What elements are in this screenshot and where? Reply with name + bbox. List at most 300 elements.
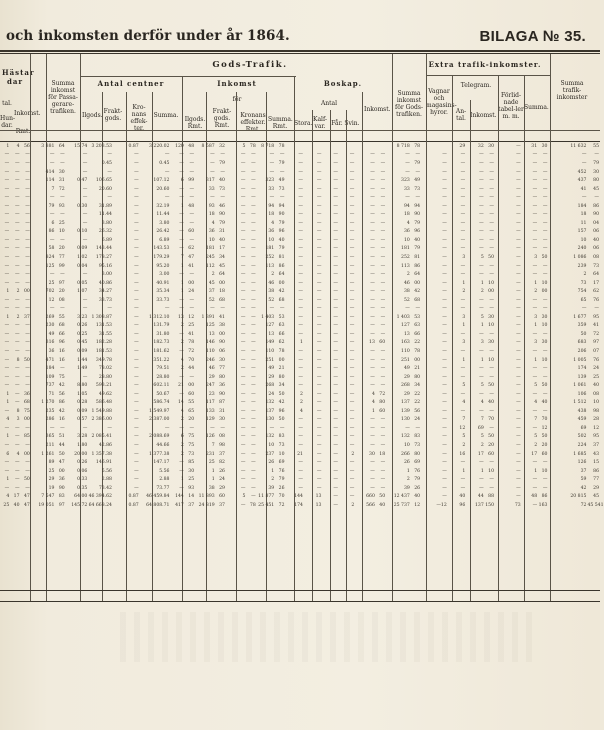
table-cell: —	[251, 212, 256, 218]
table-cell: 1 086	[573, 254, 587, 260]
table-cell: 00	[58, 468, 65, 474]
table-cell: —	[240, 443, 246, 449]
table-cell: —	[298, 246, 303, 252]
table-cell: —	[251, 451, 256, 457]
table-cell: 53	[278, 314, 285, 320]
table-cell: 26	[403, 460, 410, 466]
table-cell: —	[60, 366, 65, 372]
table-cell: —	[516, 434, 521, 440]
table-cell: 4	[16, 451, 20, 457]
table-cell: 1 512	[573, 400, 587, 406]
table-cell: 79	[278, 477, 285, 483]
table-cell: —	[134, 280, 139, 286]
table-cell: 30	[488, 340, 495, 346]
table-cell: —	[251, 220, 256, 226]
table-cell: —	[532, 212, 538, 218]
table-cell: 4	[462, 400, 466, 406]
table-cell: —	[333, 229, 338, 235]
table-cell: —	[489, 408, 495, 414]
table-cell: —	[14, 152, 20, 158]
table-cell: 13	[369, 340, 375, 346]
group-boskap: Boskap.	[323, 79, 363, 88]
table-row	[0, 340, 600, 349]
table-cell: —	[14, 280, 20, 286]
table-cell: 77	[593, 477, 599, 483]
table-cell: —	[370, 237, 375, 243]
table-cell: —	[532, 460, 538, 466]
table-cell: 2	[406, 477, 410, 483]
table-cell: 40	[593, 237, 599, 243]
table-cell: 85	[188, 460, 195, 466]
table-cell: —	[240, 340, 246, 346]
table-cell: 00	[278, 280, 285, 286]
table-cell: 4	[480, 400, 484, 406]
table-cell: 50	[379, 494, 386, 500]
table-cell: 235	[45, 408, 55, 414]
table-cell: 1	[462, 468, 466, 474]
table-cell: 10	[488, 468, 495, 474]
table-cell: —	[516, 374, 521, 380]
table-cell: 1	[6, 289, 10, 295]
table-cell: 68	[23, 400, 30, 406]
table-cell: —	[532, 374, 538, 380]
table-cell: —	[25, 460, 30, 466]
table-cell: —	[25, 383, 30, 389]
table-cell: —	[380, 203, 386, 209]
table-cell: —	[442, 383, 447, 389]
table-cell: 64 808.71	[146, 502, 170, 508]
table-cell: —	[532, 366, 538, 372]
table-cell: 1 312.10	[149, 314, 170, 320]
table-cell: 21	[414, 366, 421, 372]
table-cell: —	[333, 391, 338, 397]
table-cell: —	[4, 246, 10, 252]
col-ilgods: Ilgods.	[82, 112, 103, 119]
table-cell: 64	[414, 272, 421, 278]
table-cell: 42	[278, 289, 285, 295]
table-cell: 126	[205, 434, 215, 440]
table-cell: —	[542, 460, 548, 466]
table-cell: —	[82, 186, 88, 192]
faint-backside-print	[120, 612, 540, 662]
table-cell: 08	[219, 434, 225, 440]
table-cell: —	[489, 160, 495, 166]
table-cell: 34	[219, 254, 225, 260]
table-row	[0, 417, 600, 426]
table-cell: —	[4, 186, 10, 192]
table-cell: —	[14, 468, 20, 474]
table-cell: 1	[6, 314, 10, 320]
table-row	[0, 365, 600, 374]
table-cell: 206	[577, 349, 587, 354]
table-cell: —12	[436, 502, 447, 508]
table-cell: —	[516, 485, 521, 491]
table-cell: 44	[58, 443, 65, 449]
table-cell: 7	[211, 443, 215, 449]
col-telegram-antal: An-tal.	[455, 108, 467, 122]
table-cell: 1.49	[77, 366, 88, 372]
table-cell: —	[25, 169, 30, 175]
table-cell: —	[251, 186, 256, 192]
table-cell: —	[189, 306, 195, 312]
table-cell: —	[316, 246, 322, 252]
table-cell: —	[460, 391, 466, 397]
table-cell: —	[251, 323, 256, 329]
table-cell: 12	[593, 425, 599, 431]
table-cell: —	[25, 331, 30, 337]
table-cell: —	[542, 152, 548, 158]
table-cell: —	[516, 160, 521, 166]
table-cell: —	[532, 297, 538, 303]
table-cell: —	[349, 186, 355, 192]
table-cell: 45	[593, 186, 599, 192]
table-cell: —	[25, 220, 30, 226]
col-vagnar: Vagnar och magasins-hyror.	[426, 88, 457, 116]
table-cell: —	[60, 212, 65, 218]
table-cell: —	[516, 468, 521, 474]
table-cell: —	[4, 443, 10, 449]
table-cell: 30	[58, 169, 65, 175]
table-cell: 4	[180, 357, 184, 363]
table-cell: 1	[180, 263, 184, 269]
table-cell: 359	[577, 323, 587, 329]
table-cell: —	[333, 246, 338, 252]
table-cell: 00	[414, 280, 421, 286]
table-cell: —	[25, 152, 30, 158]
table-cell: —	[316, 152, 322, 158]
table-cell: 13	[315, 494, 322, 500]
table-row	[0, 348, 600, 357]
table-cell: —	[479, 263, 484, 269]
table-cell: 6.89	[159, 237, 170, 243]
table-row	[0, 485, 600, 494]
table-cell: —	[4, 195, 10, 201]
table-cell: —	[442, 246, 447, 252]
table-cell: 99	[188, 178, 195, 184]
table-cell: —	[25, 374, 30, 380]
table-cell: 3	[462, 340, 466, 346]
table-cell: 49	[48, 331, 55, 337]
table-cell: 75	[58, 374, 65, 380]
table-cell: —	[460, 237, 466, 243]
table-cell: 73.77	[156, 485, 170, 491]
table-cell: 8	[16, 357, 20, 363]
table-cell: —	[25, 212, 30, 218]
table-cell: —	[349, 468, 355, 474]
table-cell: —	[380, 314, 386, 320]
table-cell: 586.48	[95, 400, 112, 406]
table-cell: 46	[268, 280, 275, 286]
table-cell: —	[240, 203, 246, 209]
table-cell: —	[380, 357, 386, 363]
table-cell: —	[251, 160, 256, 166]
table-cell: 237	[265, 451, 275, 457]
table-cell: —	[442, 178, 447, 184]
table-cell: —	[134, 220, 139, 226]
table-cell: —	[489, 220, 495, 226]
table-cell: 246	[205, 357, 215, 363]
table-cell: —	[542, 272, 548, 278]
table-cell: —	[370, 323, 375, 329]
table-cell: —	[532, 477, 538, 483]
table-cell: —	[240, 263, 246, 269]
table-cell: 660	[366, 494, 375, 500]
table-cell: —	[380, 263, 386, 269]
table-cell: 1	[480, 357, 484, 363]
table-cell: 2	[300, 391, 303, 397]
table-cell: 79	[219, 220, 225, 226]
table-cell: 20	[58, 246, 65, 252]
table-cell: 2	[583, 272, 587, 278]
table-cell: 4	[534, 400, 538, 406]
table-cell: 42	[414, 289, 421, 295]
table-cell: 127	[265, 323, 275, 329]
table-cell: 76	[593, 357, 599, 363]
table-cell: 29	[403, 391, 410, 397]
table-cell: 89	[48, 460, 55, 466]
table-cell: —	[240, 408, 246, 414]
table-row	[0, 399, 600, 408]
table-cell: —	[380, 186, 386, 192]
table-cell: 40	[13, 502, 20, 508]
table-cell: —	[316, 178, 322, 184]
table-cell: —	[134, 229, 139, 235]
table-cell: 97	[593, 340, 599, 346]
table-cell: —	[134, 349, 139, 354]
table-row	[0, 459, 600, 468]
table-cell: —	[415, 152, 421, 158]
table-cell: —	[60, 237, 65, 243]
table-cell: 41	[219, 314, 225, 320]
table-cell: —	[479, 485, 484, 491]
table-cell: —	[49, 272, 55, 278]
table-cell: 13	[208, 331, 215, 337]
table-row	[0, 493, 600, 502]
table-cell: —	[298, 477, 303, 483]
table-cell: 00	[23, 289, 30, 295]
table-cell: —	[14, 374, 20, 380]
table-cell: —	[442, 314, 447, 320]
table-cell	[304, 143, 322, 152]
table-cell: —	[532, 152, 538, 158]
table-cell: 73.42	[98, 485, 112, 491]
table-cell: —	[380, 272, 386, 278]
table-cell: —	[516, 297, 521, 303]
table-cell: 29	[48, 477, 55, 483]
table-cell: —	[516, 366, 521, 372]
table-cell: 8 718	[261, 143, 275, 149]
table-cell: 2	[534, 443, 538, 449]
table-cell: —	[370, 383, 375, 389]
table-cell: 40	[541, 400, 548, 406]
table-cell: —	[316, 323, 322, 329]
table-cell: 4	[271, 220, 275, 226]
table-cell: —	[134, 400, 139, 406]
table-cell: —	[189, 425, 195, 431]
table-cell: —	[4, 306, 10, 312]
table-cell: —	[134, 323, 139, 329]
table-cell: —	[516, 254, 521, 260]
table-cell: 46	[208, 366, 215, 372]
table-cell: —	[442, 152, 447, 158]
table-cell: —	[316, 195, 322, 201]
table-cell: —	[251, 477, 256, 483]
table-cell: 268	[265, 383, 275, 389]
table-cell: 20	[58, 289, 65, 295]
table-cell: —	[240, 460, 246, 466]
table-cell: —	[460, 229, 466, 235]
table-cell: —	[380, 331, 386, 337]
table-cell: 181	[205, 246, 215, 252]
table-row	[0, 322, 600, 331]
table-cell: —	[4, 468, 10, 474]
table-cell: —	[489, 272, 495, 278]
table-cell: 00	[414, 357, 421, 363]
table-cell: 417	[175, 502, 184, 508]
table-cell: 181	[401, 246, 410, 252]
table-cell: 1	[534, 323, 538, 329]
table-cell: 106	[577, 391, 587, 397]
table-cell: —	[298, 485, 303, 491]
table-cell: 2	[211, 272, 215, 278]
table-cell: 566	[366, 502, 375, 508]
table-cell: 44	[188, 366, 195, 372]
table-cell: 51	[58, 434, 65, 440]
table-cell: 32.19	[156, 203, 170, 209]
table-cell: —	[134, 366, 139, 372]
table-cell: —	[542, 349, 548, 354]
table-cell: 39	[403, 485, 410, 491]
table-cell: 143.53	[153, 246, 170, 252]
table-cell: 31	[531, 143, 538, 149]
table-cell: 41	[188, 263, 195, 269]
table-cell: —	[240, 237, 246, 243]
table-cell: —	[370, 195, 375, 201]
top-rule	[0, 50, 600, 52]
table-cell: 8.80	[77, 383, 88, 389]
table-cell: 19 051	[38, 502, 55, 508]
table-cell: —	[479, 366, 484, 372]
table-cell: —	[333, 434, 338, 440]
table-cell: —	[25, 485, 30, 491]
table-cell: 5	[480, 314, 484, 320]
table-cell: 1 061	[573, 383, 587, 389]
table-cell: —	[179, 468, 184, 474]
table-cell: —	[542, 160, 548, 166]
table-cell: 8	[16, 408, 20, 414]
table-cell: 73	[414, 443, 421, 449]
table-cell: 37	[593, 443, 599, 449]
table-cell: 0.09	[77, 408, 88, 414]
table-cell: —	[489, 374, 495, 380]
table-cell: —	[134, 374, 139, 380]
table-cell: 30	[488, 314, 495, 320]
table-cell: —	[479, 477, 484, 483]
table-cell: 95	[593, 434, 599, 440]
table-cell: —	[14, 400, 20, 406]
table-cell: —	[4, 203, 10, 209]
table-cell: —	[240, 391, 246, 397]
table-cell: —	[460, 477, 466, 483]
table-cell: —	[240, 349, 246, 354]
table-row	[0, 177, 600, 186]
table-cell: 04	[593, 220, 599, 226]
table-cell: 3	[534, 314, 538, 320]
table-cell: —	[380, 246, 386, 252]
col-summa-centner: Summa.	[153, 112, 179, 119]
table-cell: —	[298, 212, 303, 218]
table-cell: 00	[23, 451, 30, 457]
table-cell: —	[251, 494, 256, 500]
table-cell: —	[82, 374, 88, 380]
table-cell: —	[380, 323, 386, 329]
table-cell: 29	[459, 143, 466, 149]
table-cell: —	[279, 195, 285, 201]
table-cell: —	[489, 263, 495, 269]
table-cell: —	[516, 143, 521, 149]
table-cell: 1	[6, 143, 10, 149]
table-cell: 113	[265, 263, 275, 269]
table-row	[0, 254, 600, 263]
table-cell: —	[49, 306, 55, 312]
table-cell: 68	[58, 323, 65, 329]
table-cell: 79	[414, 246, 421, 252]
table-cell: 137	[265, 408, 275, 414]
table-cell: —	[240, 331, 246, 337]
table-cell: —	[380, 212, 386, 218]
table-cell: —	[251, 314, 256, 320]
table-cell: 78	[414, 143, 421, 149]
table-cell: —	[14, 169, 20, 175]
table-cell: 2	[351, 502, 355, 508]
table-cell: —	[49, 160, 55, 166]
table-cell: —	[298, 434, 303, 440]
table-cell: 40	[379, 502, 386, 508]
table-cell: —	[460, 152, 466, 158]
section-gods-trafik: Gods-Trafik.	[212, 60, 288, 70]
table-cell: 99	[58, 263, 65, 269]
table-cell: —	[179, 349, 184, 354]
table-cell: 86	[541, 494, 548, 500]
table-cell: 31.55	[98, 331, 112, 337]
table-cell: —	[489, 229, 495, 235]
table-cell: 1	[534, 357, 538, 363]
table-cell: 25	[593, 374, 599, 380]
table-cell: —	[279, 425, 285, 431]
table-cell: —	[298, 160, 303, 166]
table-row	[0, 194, 600, 203]
table-cell: 2	[180, 340, 184, 346]
table-cell: —	[516, 263, 521, 269]
table-cell: 42	[58, 383, 65, 389]
table-cell: 79	[219, 160, 225, 166]
table-cell: —	[134, 391, 139, 397]
table-cell: —	[516, 443, 521, 449]
table-cell: 5	[462, 434, 466, 440]
table-cell: —	[14, 485, 20, 491]
table-cell: 40	[414, 237, 421, 243]
table-cell: 6	[180, 178, 184, 184]
table-cell: 72	[580, 502, 587, 508]
table-cell: 7	[480, 417, 484, 423]
table-cell: —	[380, 383, 386, 389]
table-cell: —	[134, 212, 139, 218]
table-cell: —	[240, 152, 246, 158]
table-cell: 26.42	[156, 229, 170, 235]
table-cell: —	[316, 366, 322, 372]
table-cell: 00	[541, 289, 548, 295]
table-cell: —	[210, 306, 215, 312]
